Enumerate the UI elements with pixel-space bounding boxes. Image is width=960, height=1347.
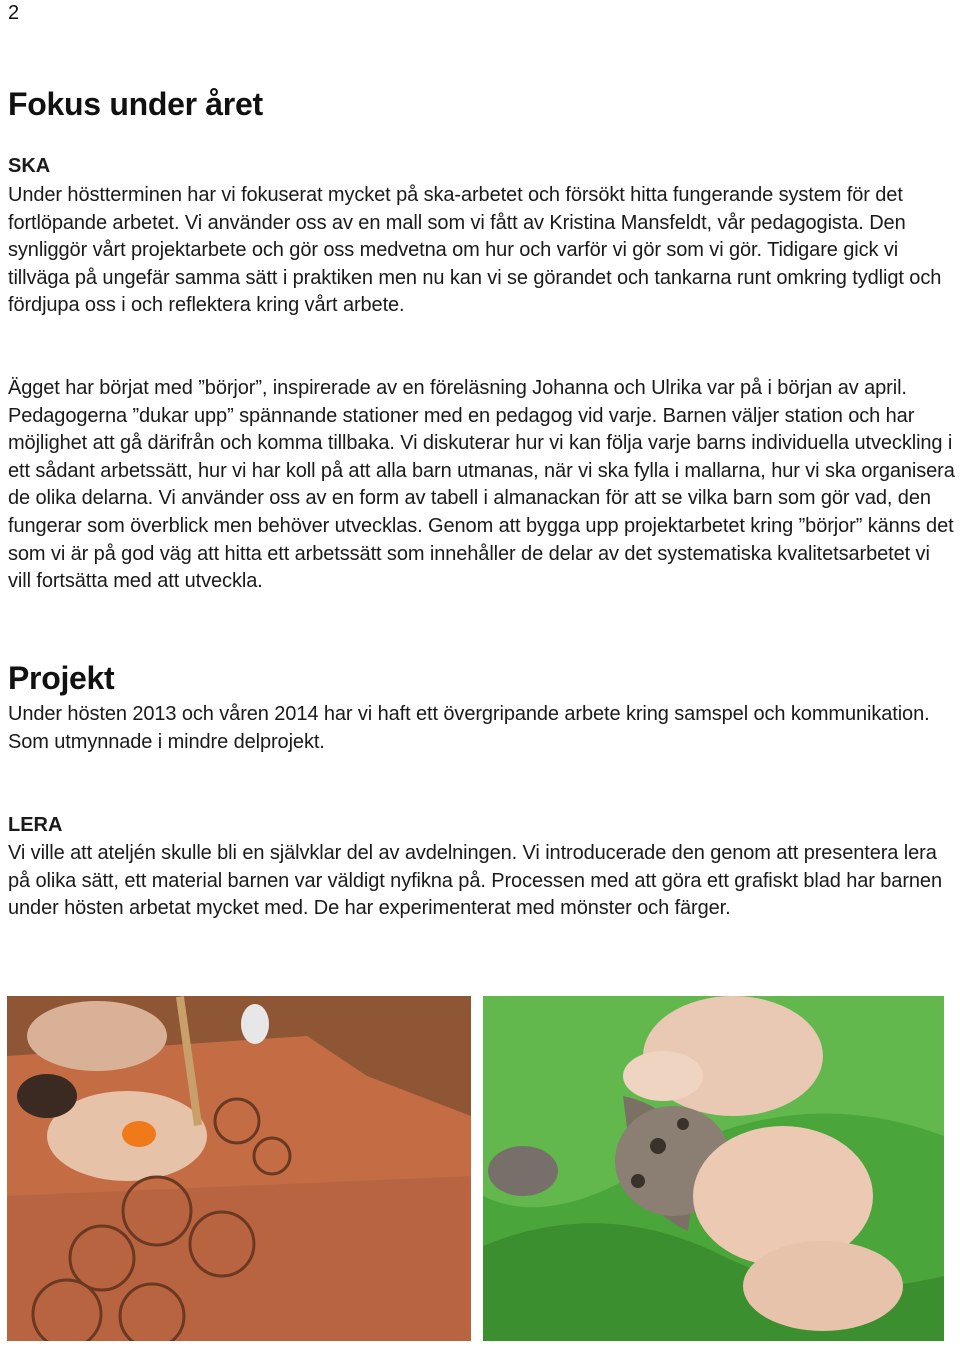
heading-ska: SKA [8,155,51,177]
photo-clay-circles [7,996,471,1341]
clay-circles-image [7,996,471,1341]
section-title-projekt: Projekt [8,660,115,696]
photo-clay-hands [483,996,944,1341]
paragraph-lera: Vi ville att ateljén skulle bli en självklar del av avdelningen. Vi introducerade den genom att presentera lera på olika sätt, ett material barnen var väldigt nyfikna på. Processen med att göra ett grafiskt blad har barnen under hösten arbetat mycket med. De har experimenterat med mönster och färger. [8,842,942,920]
paragraph-ska-2: Ägget har börjat med ”börjor”, inspirerade av en föreläsning Johanna och Ulrika var på i början av april. Pedagogerna ”dukar upp” spännande stationer med en pedagog vid varje. Barnen väljer station och har möjlighet att gå därifrån och komma tillbaka. Vi diskuterar hur vi kan följa varje barns individuella utveckling i ett sådant arbetssätt, hur vi har koll på att alla barn utmanas, när vi ska fylla i mallarna, hur vi ska organisera de olika delarna. Vi använder oss av en form av tabell i almanackan för att se vilka barn som gör vad, den fungerar som överblick men behöver utvecklas. Genom att bygga upp projektarbetet kring ”börjor” känns det som vi är på god väg att hitta ett arbetssätt som innehåller de delar av det systematiska kvalitetsarbetet vi vill fortsätta med att utveckla. [8,377,955,593]
heading-lera: LERA [8,814,63,836]
section-title-fokus: Fokus under året [8,86,263,122]
paragraph-ska-1: Under höstterminen har vi fokuserat mycket på ska-arbetet och försökt hitta fungerande system för det fortlöpande arbetet. Vi använder oss av en mall som vi fått av Kristina Mansfeldt, vår pedagogista. Den synliggör vårt projektarbete och gör oss medvetna om hur och varför vi gör som vi gör. Tidigare gick vi tillväga på ungefär samma sätt i praktiken men nu kan vi se görandet och tankarna runt omkring tydligt och fördjupa oss i och reflektera kring vårt arbete. [8,184,942,317]
page-number: 2 [8,2,20,24]
clay-hands-image [483,996,944,1341]
paragraph-projekt: Under hösten 2013 och våren 2014 har vi haft ett övergripande arbete kring samspel och kommunikation. Som utmynnade i mindre delprojekt. [8,703,930,753]
